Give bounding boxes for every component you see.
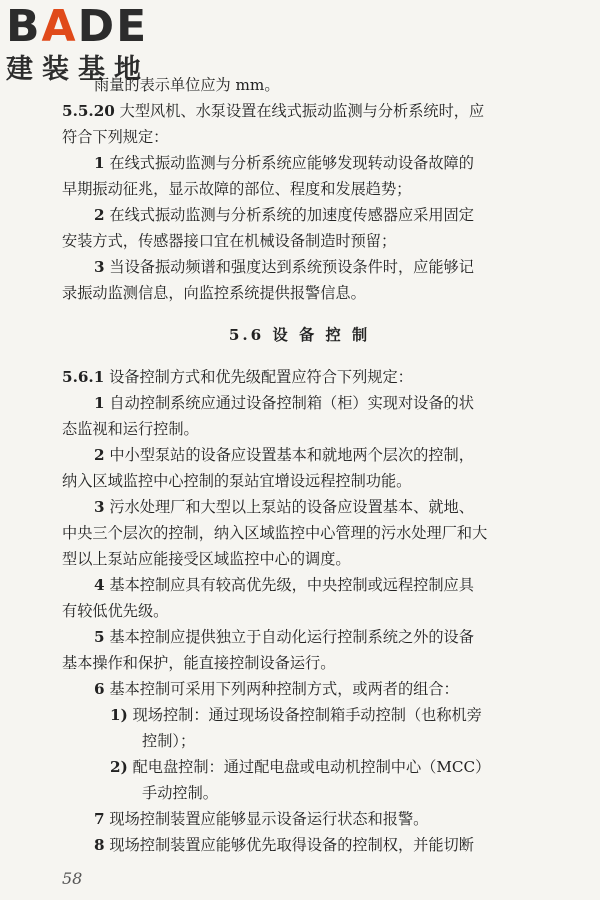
clause-number: 7	[94, 810, 105, 828]
logo-wordmark: BADE	[6, 1, 149, 52]
clause-text: 现场控制装置应能够显示设备运行状态和报警。	[104, 810, 429, 828]
clause-text: 基本控制应具有较高优先级，中央控制或远程控制应具	[104, 576, 474, 594]
text-line	[62, 832, 537, 858]
text-line	[62, 598, 537, 624]
clause-number: 5	[94, 628, 105, 646]
clause-number: 3	[94, 258, 105, 276]
text-line	[62, 468, 537, 494]
clause-text: 当设备振动频谱和强度达到系统预设条件时，应能够记	[104, 258, 474, 276]
clause-text: 现场控制装置应能够优先取得设备的控制权，并能切断	[104, 836, 474, 854]
clause-text: 符合下列规定：	[62, 128, 169, 146]
clause-text: 安装方式，传感器接口宜在机械设备制造时预留；	[62, 232, 397, 250]
text-line	[62, 546, 537, 572]
text-line	[62, 72, 537, 98]
clause-number: 5.5.20	[62, 102, 115, 120]
text-line	[62, 780, 537, 806]
text-line	[62, 280, 537, 306]
clause-text: 录振动监测信息，向监控系统提供报警信息。	[62, 284, 366, 302]
text-line	[62, 98, 537, 124]
clause-number: 1)	[110, 706, 128, 724]
clause-number: 5.6.1	[62, 368, 105, 386]
block-5-5-20	[62, 72, 537, 306]
clause-number: 8	[94, 836, 105, 854]
clause-text: 基本操作和保护，能直接控制设备运行。	[62, 654, 336, 672]
text-line	[62, 676, 537, 702]
clause-number: 2)	[110, 758, 128, 776]
logo-chinese-text: 建装基地	[6, 54, 150, 85]
text-line	[62, 416, 537, 442]
clause-text: 有较低优先级。	[62, 602, 169, 620]
clause-text: 在线式振动监测与分析系统应能够发现转动设备故障的	[104, 154, 474, 172]
clause-number: 6	[94, 680, 105, 698]
text-line	[62, 702, 537, 728]
text-line	[62, 650, 537, 676]
clause-text: 自动控制系统应通过设备控制箱（柜）实现对设备的状	[104, 394, 474, 412]
clause-text: 污水处理厂和大型以上泵站的设备应设置基本、就地、	[104, 498, 474, 516]
clause-text: 态监视和运行控制。	[62, 420, 199, 438]
page-number: 58	[62, 869, 83, 888]
text-line	[62, 176, 537, 202]
text-line	[62, 202, 537, 228]
text-line	[62, 494, 537, 520]
clause-text: 中小型泵站的设备应设置基本和就地两个层次的控制，	[104, 446, 474, 464]
clause-text: 基本控制应提供独立于自动化运行控制系统之外的设备	[104, 628, 474, 646]
text-line	[62, 254, 537, 280]
text-line	[62, 124, 537, 150]
clause-number: 1	[94, 394, 105, 412]
clause-text: 手动控制。	[142, 784, 218, 802]
section-title: 5.6 设 备 控 制	[228, 326, 371, 344]
clause-number: 4	[94, 576, 105, 594]
clause-number: 2	[94, 206, 105, 224]
text-line	[62, 442, 537, 468]
block-5-6-1	[62, 364, 537, 858]
clause-text: 中央三个层次的控制，纳入区域监控中心管理的污水处理厂和大	[62, 524, 488, 542]
clause-text: 基本控制可采用下列两种控制方式，或两者的组合：	[104, 680, 459, 698]
clause-text: 纳入区域监控中心控制的泵站宜增设远程控制功能。	[62, 472, 412, 490]
clause-text: 设备控制方式和优先级配置应符合下列规定：	[104, 368, 413, 386]
clause-text: 早期振动征兆，显示故障的部位、程度和发展趋势；	[62, 180, 412, 198]
text-line	[62, 572, 537, 598]
text-line	[62, 806, 537, 832]
text-line	[62, 390, 537, 416]
clause-text: 型以上泵站应能接受区域监控中心的调度。	[62, 550, 351, 568]
clause-number: 1	[94, 154, 105, 172]
clause-number: 3	[94, 498, 105, 516]
clause-text: 在线式振动监测与分析系统的加速度传感器应采用固定	[104, 206, 474, 224]
text-line	[62, 520, 537, 546]
clause-text: 雨量的表示单位应为 mm。	[94, 76, 280, 94]
clause-text: 配电盘控制：通过配电盘或电动机控制中心（MCC）	[127, 758, 491, 776]
clause-number: 2	[94, 446, 105, 464]
clause-text: 控制）；	[142, 732, 196, 750]
text-line	[62, 150, 537, 176]
text-line	[62, 754, 537, 780]
text-line	[62, 228, 537, 254]
clause-text: 现场控制：通过现场设备控制箱手动控制（也称机旁	[127, 706, 482, 724]
text-line	[62, 624, 537, 650]
text-line	[62, 364, 537, 390]
clause-text: 大型风机、水泵设置在线式振动监测与分析系统时，应	[114, 102, 485, 120]
document-page	[62, 72, 537, 858]
text-line	[62, 728, 537, 754]
